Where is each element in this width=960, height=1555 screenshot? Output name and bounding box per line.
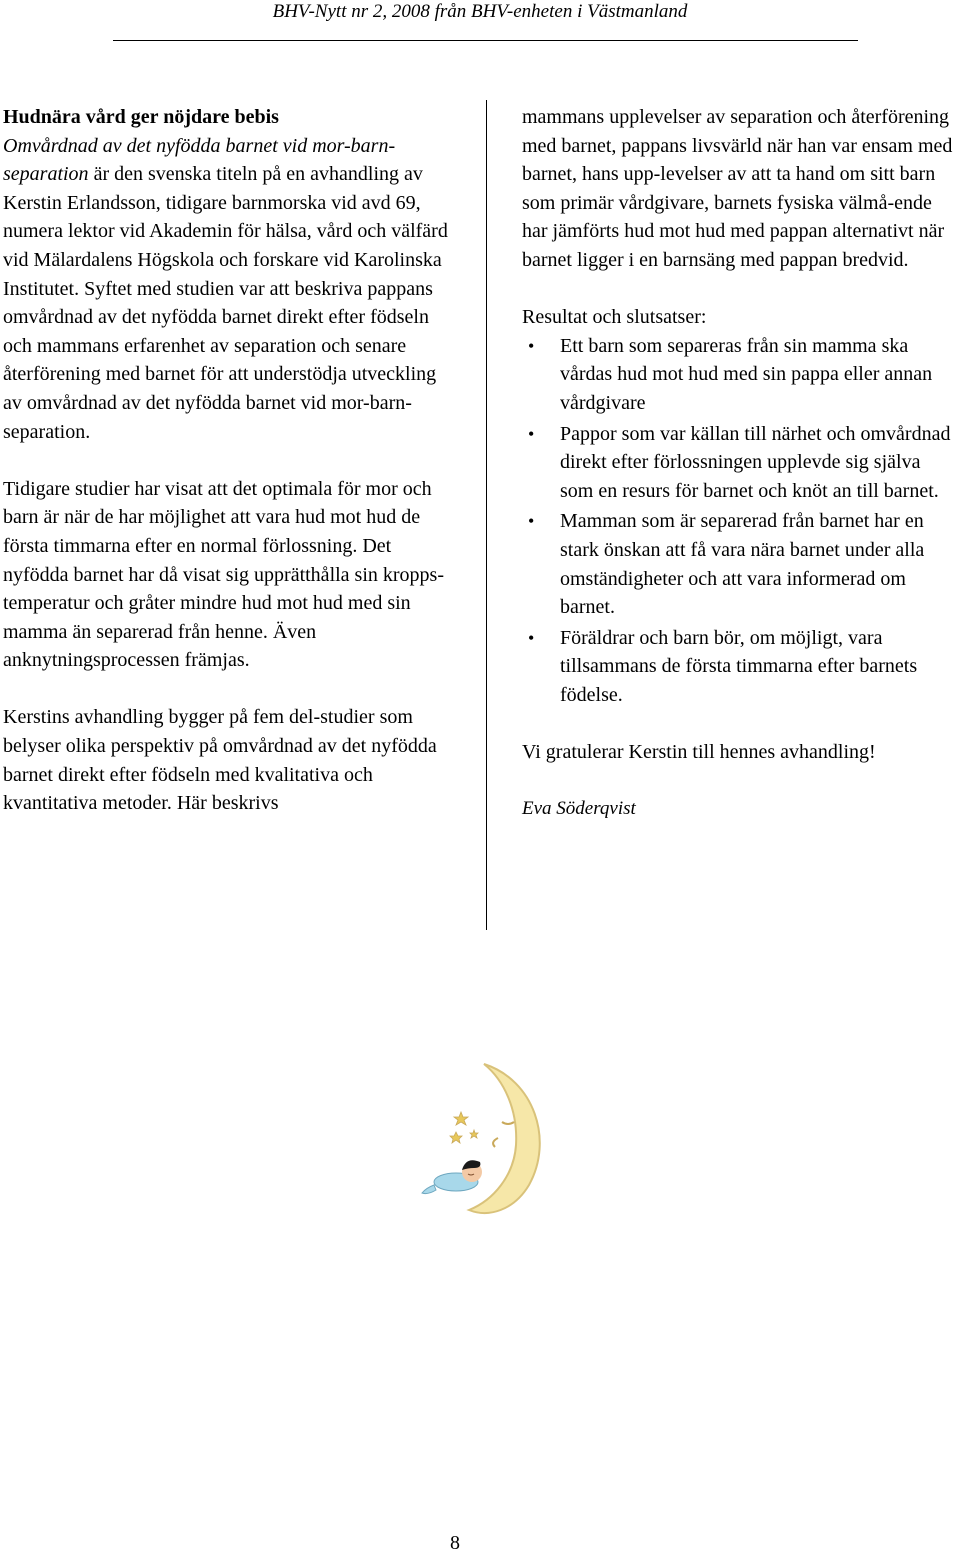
header-divider bbox=[113, 40, 858, 41]
moon-shape bbox=[469, 1064, 540, 1213]
article-headline: Hudnära vård ger nöjdare bebis bbox=[3, 106, 279, 128]
list-item: • Mamman som är separerad från barnet har en stark önskan att få vara nära barnet under alla omständigheter och att vara informerad om barnet. bbox=[522, 507, 958, 621]
intro-paragraph bbox=[3, 103, 458, 446]
right-column bbox=[522, 103, 958, 852]
left-column bbox=[3, 103, 458, 846]
page-number: 8 bbox=[450, 1532, 460, 1554]
stars-icon bbox=[450, 1112, 478, 1143]
list-item: • Pappor som var källan till närhet och omvårdnad direkt efter förlossningen upplevde sig själva som en resurs för barnet och knöt an till barnet. bbox=[522, 420, 958, 506]
intro-text: är den svenska titeln på en avhandling av Kerstin Erlandsson, tidigare barnmorska vid avd 69, numera lektor vid Akademin för hälsa, vård och välfärd vid Mälardalens Högskola och forskare vid Karolinska Institutet. Syftet med studien var att beskriva pappans omvårdnad av det nyfödda barnet direkt efter födseln och mammans erfarenhet av separation och senare återförening med barnet för att understödja utveckling av omvårdnad av det nyfödda barnet vid mor-barn-separation. bbox=[3, 163, 448, 443]
page-header: BHV-Nytt nr 2, 2008 från BHV-enheten i Västmanland bbox=[272, 1, 688, 22]
list-item: • Föräldrar och barn bör, om möjligt, vara tillsammans de första timmarna efter barnets födelse. bbox=[522, 624, 958, 710]
results-list bbox=[522, 332, 958, 710]
sleeping-child-on-moon-icon bbox=[414, 1060, 549, 1220]
paragraph-2: Tidigare studier har visat att det optimala för mor och barn är när de har möjlighet att vara hud mot hud de första timmarna efter en normal förlossning. Det nyfödda barnet har då visat sig upprätthålla sin kropps-temperatur och gråter mindre hud mot hud med sin mamma än separerad från henne. Även anknytningsprocessen främjas. bbox=[3, 477, 444, 672]
results-heading: Resultat och slutsatser: bbox=[522, 306, 707, 329]
list-item: • Ett barn som separeras från sin mamma ska vårdas hud mot hud med sin pappa eller annan vårdgivare bbox=[522, 332, 958, 418]
author-signature: Eva Söderqvist bbox=[522, 798, 636, 820]
thesis-title: Omvårdnad av det nyfödda barnet vid mor-barn-separation bbox=[3, 134, 396, 186]
congratulations: Vi gratulerar Kerstin till hennes avhandling! bbox=[522, 741, 876, 764]
paragraph-4: mammans upplevelser av separation och återförening med barnet, pappans livsvärld när han var ensam med barnet, hans upp-levelser av att ta hand om sitt barn som primär vårdgivare, barnets fysiska välmå-ende har jämförts hud mot hud med pappan alternativt när barnet ligger i en barnsäng med pappan bredvid. bbox=[522, 106, 953, 271]
bullet-icon: • bbox=[528, 335, 535, 356]
bullet-icon: • bbox=[528, 511, 535, 532]
column-divider bbox=[486, 100, 487, 930]
bullet-icon: • bbox=[528, 627, 535, 648]
child-figure bbox=[422, 1160, 482, 1193]
bullet-icon: • bbox=[528, 423, 535, 444]
paragraph-3: Kerstins avhandling bygger på fem del-studier som belyser olika perspektiv på omvårdnad av det nyfödda barnet direkt efter födseln med kvalitativa och kvantitativa metoder. Här beskrivs bbox=[3, 706, 437, 815]
